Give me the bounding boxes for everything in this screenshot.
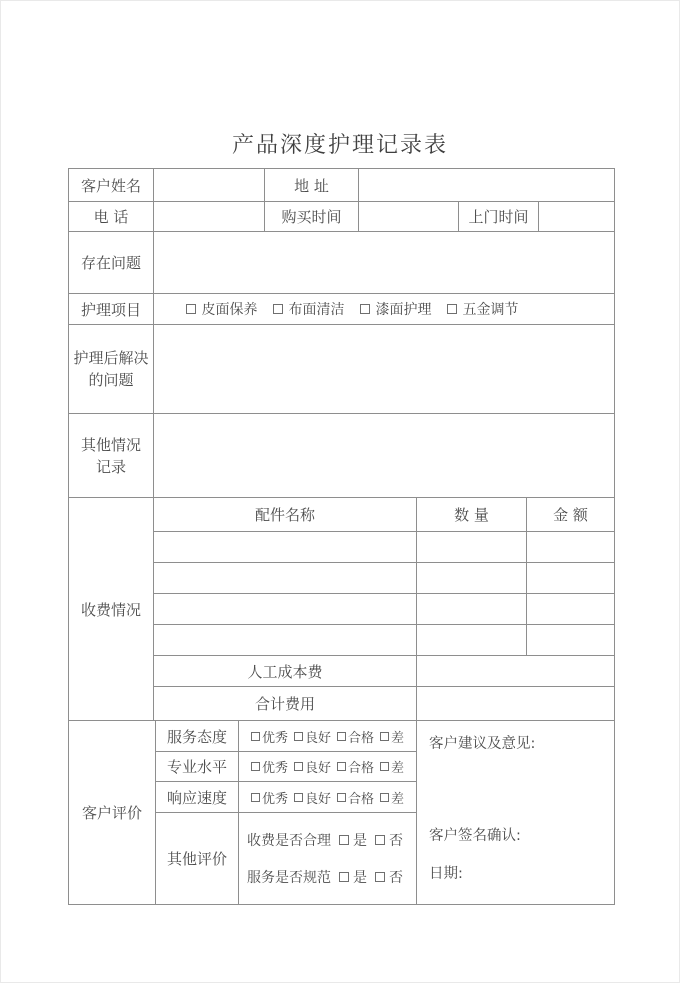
amount-field[interactable] <box>527 563 614 593</box>
section-charges <box>69 498 614 721</box>
total-cost-row <box>154 687 614 720</box>
charge-row <box>154 563 614 594</box>
rating-option-excellent[interactable]: 优秀 <box>251 727 288 746</box>
remarks-signature-cell <box>417 721 614 904</box>
visit-time-field[interactable] <box>539 202 614 231</box>
charges-label: 收费情况 <box>69 498 154 720</box>
option-yes[interactable]: 是 <box>339 867 367 887</box>
rating-option-pass[interactable]: 合格 <box>337 727 374 746</box>
checkbox-icon[interactable] <box>337 793 346 802</box>
solved-problems-label: 护理后解决 的问题 <box>69 325 154 413</box>
quantity-header: 数 量 <box>417 498 527 531</box>
address-label: 地 址 <box>265 169 359 201</box>
existing-problems-field[interactable] <box>154 232 614 293</box>
yes-no-options <box>339 830 403 850</box>
other-evaluation-row <box>156 813 416 904</box>
rating-option-good[interactable]: 良好 <box>294 757 331 776</box>
amount-field[interactable] <box>527 594 614 624</box>
visit-time-label: 上门时间 <box>459 202 539 231</box>
rating-row-response-speed <box>156 782 416 813</box>
checkbox-icon[interactable] <box>360 304 370 314</box>
rating-row-service-attitude <box>156 721 416 752</box>
customer-name-label: 客户姓名 <box>69 169 154 201</box>
care-option-leather[interactable]: 皮面保养 <box>186 299 258 319</box>
other-records-field[interactable] <box>154 414 614 497</box>
page-title: 产品深度护理记录表 <box>231 133 448 158</box>
customer-suggestion-label: 客户建议及意见: <box>429 736 536 752</box>
part-name-header: 配件名称 <box>154 498 417 531</box>
phone-label: 电 话 <box>69 202 154 231</box>
row-customer-address <box>69 169 614 202</box>
checkbox-icon[interactable] <box>337 732 346 741</box>
section-evaluation <box>69 721 614 904</box>
labor-cost-label: 人工成本费 <box>154 656 417 686</box>
checkbox-icon[interactable] <box>294 793 303 802</box>
rating-option-pass[interactable]: 合格 <box>337 757 374 776</box>
rating-row-professional-level <box>156 752 416 782</box>
professional-level-options <box>239 752 416 781</box>
response-speed-options <box>239 782 416 812</box>
charge-row <box>154 625 614 656</box>
total-cost-field[interactable] <box>417 687 614 720</box>
purchase-time-label: 购买时间 <box>265 202 359 231</box>
part-name-field[interactable] <box>154 594 417 624</box>
part-name-field[interactable] <box>154 563 417 593</box>
other-evaluation-label: 其他评价 <box>156 813 239 904</box>
quantity-field[interactable] <box>417 625 527 655</box>
care-record-table <box>68 168 615 905</box>
option-no[interactable]: 否 <box>375 830 403 850</box>
charges-body <box>154 498 614 720</box>
rating-option-poor[interactable]: 差 <box>380 757 404 776</box>
response-speed-label: 响应速度 <box>156 782 239 812</box>
part-name-field[interactable] <box>154 532 417 562</box>
checkbox-icon[interactable] <box>186 304 196 314</box>
checkbox-icon[interactable] <box>273 304 283 314</box>
charge-row <box>154 594 614 625</box>
address-field[interactable] <box>359 169 614 201</box>
customer-name-field[interactable] <box>154 169 265 201</box>
question-charge-reasonable: 收费是否合理 是 否 <box>247 830 403 850</box>
checkbox-icon[interactable] <box>339 835 349 845</box>
part-name-field[interactable] <box>154 625 417 655</box>
rating-option-excellent[interactable]: 优秀 <box>251 757 288 776</box>
question-service-standard: 服务是否规范 是 否 <box>247 867 403 887</box>
checkbox-icon[interactable] <box>375 835 385 845</box>
total-cost-label: 合计费用 <box>154 687 417 720</box>
row-phone-times <box>69 202 614 232</box>
quantity-field[interactable] <box>417 594 527 624</box>
charges-header-row <box>154 498 614 532</box>
yes-no-options <box>339 867 403 887</box>
rating-option-pass[interactable]: 合格 <box>337 788 374 807</box>
amount-field[interactable] <box>527 625 614 655</box>
checkbox-icon[interactable] <box>339 872 349 882</box>
rating-option-poor[interactable]: 差 <box>380 788 404 807</box>
checkbox-icon[interactable] <box>251 732 260 741</box>
checkbox-icon[interactable] <box>380 793 389 802</box>
care-option-paint[interactable]: 漆面护理 <box>360 299 432 319</box>
row-care-items <box>69 294 614 325</box>
other-evaluation-questions <box>239 813 416 904</box>
option-no[interactable]: 否 <box>375 867 403 887</box>
date-label: 日期: <box>429 866 463 882</box>
rating-option-excellent[interactable]: 优秀 <box>251 788 288 807</box>
row-existing-problems <box>69 232 614 294</box>
row-solved-problems <box>69 325 614 414</box>
quantity-field[interactable] <box>417 563 527 593</box>
professional-level-label: 专业水平 <box>156 752 239 781</box>
labor-cost-field[interactable] <box>417 656 614 686</box>
care-items-label: 护理项目 <box>69 294 154 324</box>
purchase-time-field[interactable] <box>359 202 459 231</box>
solved-problems-field[interactable] <box>154 325 614 413</box>
evaluation-label: 客户评价 <box>69 721 156 904</box>
quantity-field[interactable] <box>417 532 527 562</box>
rating-option-good[interactable]: 良好 <box>294 788 331 807</box>
checkbox-icon[interactable] <box>380 732 389 741</box>
checkbox-icon[interactable] <box>337 762 346 771</box>
checkbox-icon[interactable] <box>380 762 389 771</box>
checkbox-icon[interactable] <box>294 762 303 771</box>
checkbox-icon[interactable] <box>375 872 385 882</box>
service-attitude-label: 服务态度 <box>156 721 239 751</box>
other-records-label: 其他情况 记录 <box>69 414 154 497</box>
checkbox-icon[interactable] <box>251 793 260 802</box>
rating-option-poor[interactable]: 差 <box>380 727 404 746</box>
care-option-fabric[interactable]: 布面清洁 <box>273 299 345 319</box>
customer-signature-label: 客户签名确认: <box>429 828 521 844</box>
checkbox-icon[interactable] <box>447 304 457 314</box>
evaluation-body <box>156 721 417 904</box>
checkbox-icon[interactable] <box>294 732 303 741</box>
rating-option-good[interactable]: 良好 <box>294 727 331 746</box>
care-items-options <box>154 294 614 324</box>
existing-problems-label: 存在问题 <box>69 232 154 293</box>
charge-row <box>154 532 614 563</box>
phone-field[interactable] <box>154 202 265 231</box>
labor-cost-row <box>154 656 614 687</box>
option-yes[interactable]: 是 <box>339 830 367 850</box>
amount-field[interactable] <box>527 532 614 562</box>
row-other-records <box>69 414 614 498</box>
care-option-hardware[interactable]: 五金调节 <box>447 299 519 319</box>
checkbox-icon[interactable] <box>251 762 260 771</box>
service-attitude-options <box>239 721 416 751</box>
amount-header: 金 额 <box>553 506 588 524</box>
